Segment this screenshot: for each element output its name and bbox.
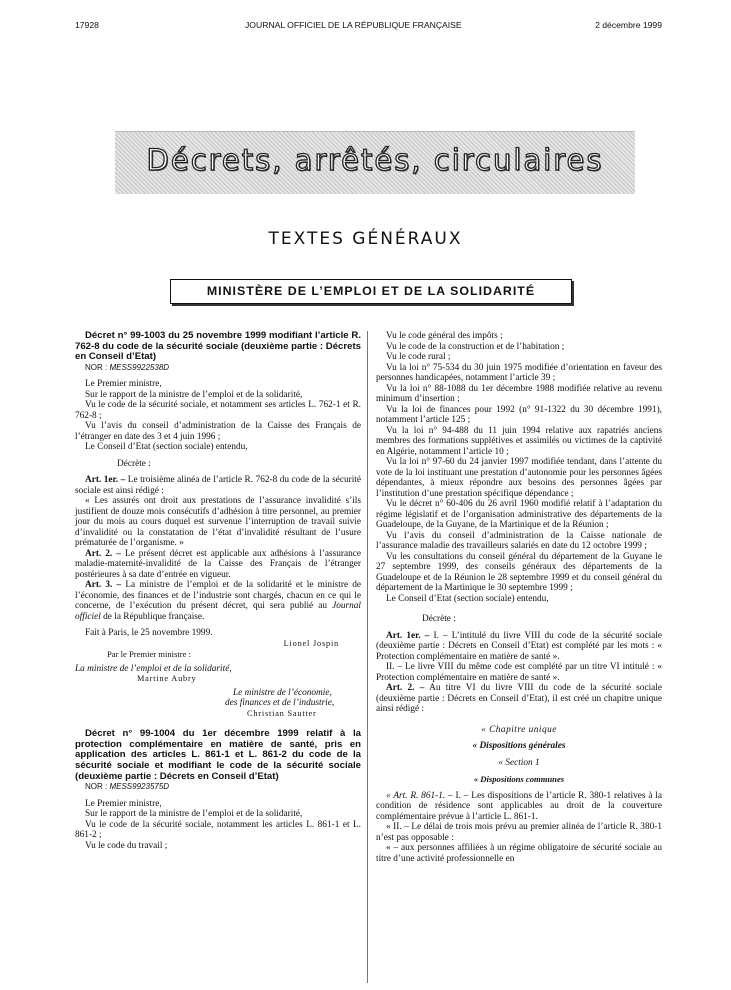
decrete-heading: Décrète :	[117, 458, 151, 469]
visa: Vu la loi n° 94-488 du 11 juin 1994 relative aux rapatriés anciens membres des formations supplétives et assimilés ou victimes de la captivité en Algérie, notamment l’article 10 ;	[376, 425, 662, 457]
column-divider	[367, 331, 368, 983]
article-r861-1-ii: « II. – Le délai de trois mois prévu au premier alinéa de l’article R. 380-1 n’est pas opposable :	[376, 822, 662, 843]
nor-code: MESS9923575D	[109, 782, 170, 792]
visa: Vu la loi n° 75-534 du 30 juin 1975 modifiée d’orientation en faveur des personnes handicapées, notamment l’article 39 ;	[376, 362, 662, 383]
fait-a-paris: Fait à Paris, le 25 novembre 1999.	[85, 628, 213, 639]
banner-title: Décrets, arrêtés, circulaires	[146, 143, 604, 177]
issue-date: 2 décembre 1999	[595, 20, 662, 30]
article-label: Art. 1er. –	[386, 630, 430, 641]
visa: Le Conseil d’Etat (section sociale) entendu,	[386, 593, 549, 604]
article-1	[75, 475, 361, 496]
article-label: Art. 2. –	[85, 548, 121, 559]
paragraph: Vu le code de la sécurité sociale, et notamment ses articles L. 762-1 et R. 762-8 ;	[75, 400, 361, 421]
left-column	[75, 331, 361, 851]
journal-title: JOURNAL OFFICIEL DE LA RÉPUBLIQUE FRANÇAISE	[245, 20, 462, 30]
spacer	[376, 715, 662, 725]
paragraph: Le Premier ministre,	[85, 379, 162, 390]
category-banner	[115, 131, 635, 194]
signature-line	[75, 709, 361, 720]
signature-line	[75, 674, 361, 685]
article-label: « Art. R. 861-1. –	[386, 790, 453, 801]
article-2	[376, 683, 662, 715]
journal-ref: Journal officiel	[75, 601, 361, 622]
article-2	[75, 549, 361, 581]
decree-2-nor	[75, 782, 361, 793]
visa: Vu le code général des impôts ;	[386, 331, 503, 341]
decree-1-nor	[75, 363, 361, 374]
visa: Vu les consultations du conseil général du département de la Guyane le 27 septembre 1999, des conseils généraux des départements de la Guadeloupe et de la Réunion le 28 septembre 1999 et du conseil général du département de la Martinique le 30 septembre 1999 ;	[376, 551, 662, 593]
paragraph: Sur le rapport de la ministre de l’emploi et de la solidarité,	[85, 389, 303, 400]
decree-2-title: Décret n° 99-1004 du 1er décembre 1999 relatif à la protection complémentaire en matière de santé, pris en application des articles L. 861-1 et L. 861-2 du code de la sécurité sociale et modifiant le code de la sécurité sociale (deuxième partie : Décrets en Conseil d’Etat)	[75, 728, 361, 782]
article-r861-1-ii-a: « – aux personnes affiliées à un régime obligatoire de sécurité sociale au titre d’une activité professionnelle en	[376, 843, 662, 864]
paragraph: Le Conseil d’Etat (section sociale) entendu,	[85, 442, 248, 453]
visa: Vu la loi de finances pour 1992 (n° 91-1322 du 30 décembre 1991), notamment l’article 125 ;	[376, 404, 662, 425]
article-r861-1	[376, 791, 662, 823]
decree-1-title: Décret n° 99-1003 du 25 novembre 1999 modifiant l’article R. 762-8 du code de la sécurité sociale (deuxième partie : Décrets en Conseil d’Etat)	[75, 330, 361, 363]
nor-code: MESS9922538D	[109, 362, 170, 372]
article-label: Art. 3. –	[85, 580, 122, 591]
paragraph: Vu l’avis du conseil d’administration de la Caisse des Français de l’étranger en date des 3 et 4 juin 1996 ;	[75, 421, 361, 442]
visa: Vu le code de la construction et de l’habitation ;	[386, 341, 565, 352]
article-3	[75, 580, 361, 622]
article-text: I. – L’intitulé du livre VIII du code de la sécurité sociale (deuxième partie : Décrets en Conseil d’Etat) est complété par les mots : « Protection complémentaire en matière de santé ».	[376, 630, 662, 662]
signature-pm: Lionel Jospin	[283, 638, 339, 648]
article-text: Le troisième alinéa de l’article R. 762-8 du code de la sécurité sociale est ainsi rédigé :	[75, 475, 361, 496]
ministre-economie-2: des finances et de l’industrie,	[225, 698, 335, 709]
dispositions-generales: « Dispositions générales	[472, 741, 566, 751]
visa: Vu l’avis du conseil d’administration de la Caisse nationale de l’assurance maladie des travailleurs salariés en date du 12 octobre 1999 ;	[376, 530, 662, 551]
par-le-premier-ministre: Par le Premier ministre :	[107, 649, 192, 660]
par-line	[75, 649, 361, 661]
visa: Vu le décret n° 60-406 du 26 avril 1960 modifié relatif à l’adaptation du régime législatif et de l’organisation administrative des départements de la Guadeloupe, de la Guyane, de la Martinique et de la Réunion ;	[376, 499, 662, 530]
page-number: 17928	[75, 20, 99, 30]
chapter-heading: « Chapitre unique	[481, 724, 557, 735]
paragraph: Sur le rapport de la ministre de l’emploi et de la solidarité,	[85, 809, 303, 820]
article-1-quote: « Les assurés ont droit aux prestations de l’assurance invalidité s’ils justifient de douze mois consécutifs d’adhésion à titre personnel, au premier jour du mois au cours duquel est survenue l’interruption de travail suivie d’invalidité ou la constatation de l’état d’invalidité résultant de l’usure prématurée de l’organisme. »	[75, 496, 361, 549]
paragraph: Le Premier ministre,	[85, 798, 162, 809]
nor-label: NOR :	[85, 782, 108, 792]
article-text: La ministre de l’emploi et de la solidarité et le ministre de l’économie, des finances et de l’industrie sont chargés, chacun en ce qui le concerne, de l’exécution du présent décret, qui sera publié au	[75, 580, 361, 612]
article-text: de la République française.	[103, 611, 205, 622]
spacer	[376, 604, 662, 614]
signature-aubry: Martine Aubry	[137, 674, 197, 684]
nor-label: NOR :	[85, 362, 108, 372]
ministry-box: MINISTÈRE DE L’EMPLOI ET DE LA SOLIDARITÉ	[170, 279, 572, 304]
article-text: Le présent décret est applicable aux adhésions à l’assurance maladie-maternité-invalidité de la Caisse des Français de l’étranger postérieures à sa date d’entrée en vigueur.	[75, 548, 362, 580]
ministre-economie: Le ministre de l’économie,	[233, 687, 332, 698]
decrete-heading: Décrète :	[422, 614, 456, 624]
signature-sautter: Christian Sautter	[247, 708, 317, 718]
article-1	[376, 631, 662, 663]
paragraph: Vu le code de la sécurité sociale, notamment les articles L. 861-1 et L. 861-2 ;	[75, 819, 361, 841]
visa: Vu la loi n° 88-1088 du 1er décembre 1988 modifiée relative au revenu minimum d’insertion ;	[376, 383, 662, 404]
ministre-emploi: La ministre de l’emploi et de la solidarité,	[75, 663, 232, 674]
article-text: Au titre VI du livre VIII du code de la sécurité sociale (deuxième partie : Décrets en Conseil d’Etat), il est créé un chapitre unique ainsi rédigé :	[376, 683, 662, 714]
section-heading: TEXTES GÉNÉRAUX	[268, 229, 463, 249]
article-text: I. – Les dispositions de l’article R. 380-1 relatives à la condition de résidence sont applicables au droit de la couverture complémentaire prévue à l’article L. 861-1.	[376, 790, 662, 822]
signature-line	[75, 639, 361, 650]
right-column	[376, 331, 662, 864]
visa: Vu le code rural ;	[386, 352, 451, 362]
article-label: Art. 2. –	[386, 683, 425, 693]
article-label: Art. 1er. –	[85, 475, 126, 486]
visa: Vu la loi n° 97-60 du 24 janvier 1997 modifiée tendant, dans l’attente du vote de la loi instituant une prestation d’autonomie pour les personnes âgées dépendantes, à mieux répondre aux besoins des personnes âgées par l’institution d’une prestation spécifique dépendance ;	[376, 457, 662, 499]
article-1-ii: II. – Le livre VIII du même code est complété par un titre VI intitulé : « Protection complémentaire en matière de santé ».	[376, 662, 662, 683]
paragraph: Vu le code du travail ;	[85, 840, 168, 851]
page-header	[75, 20, 662, 34]
section-1-heading: « Section 1	[498, 757, 540, 768]
dispositions-communes: « Dispositions communes	[473, 774, 565, 784]
